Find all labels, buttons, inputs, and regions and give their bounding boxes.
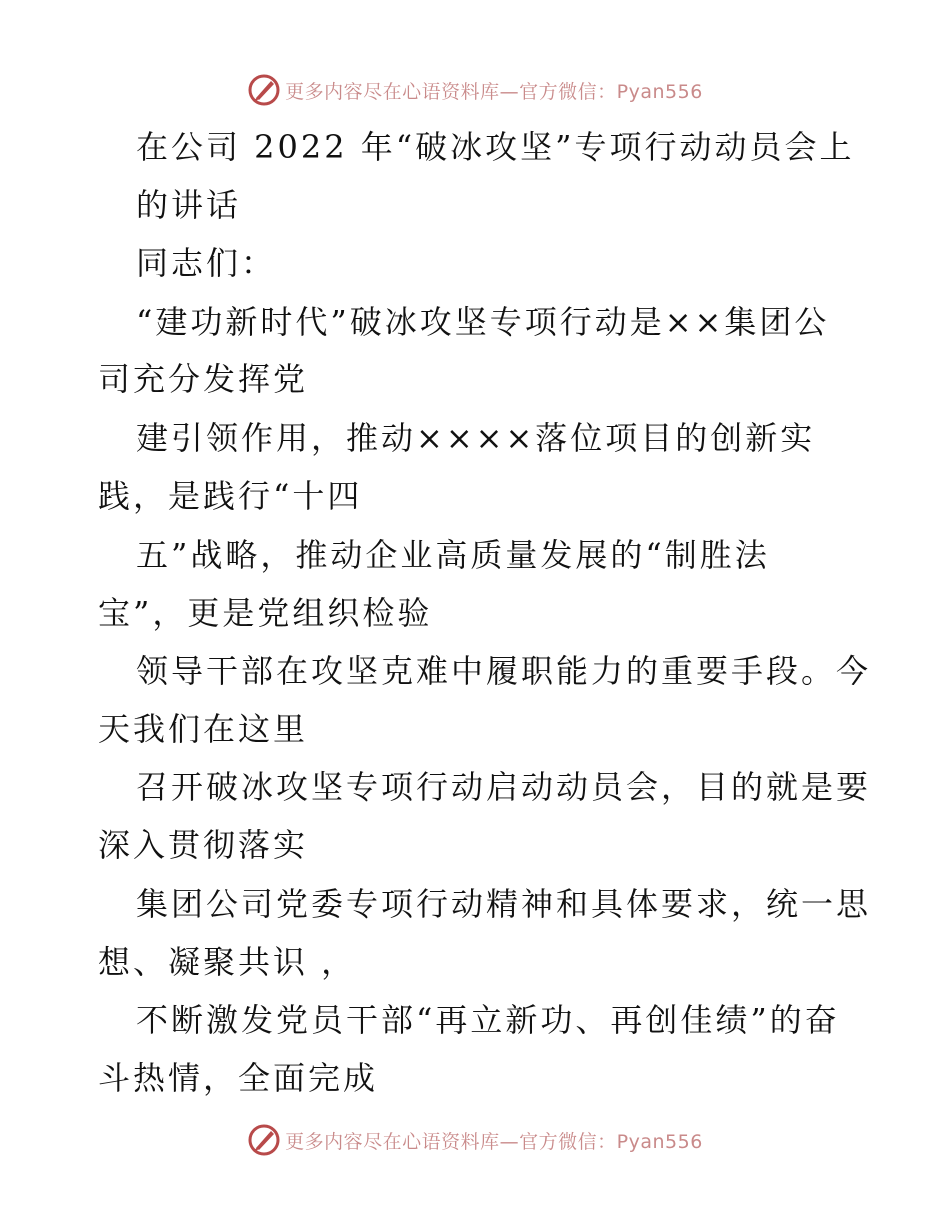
title-line-2: 的讲话 <box>136 186 242 224</box>
body-line: 领导干部在攻坚克难中履职能力的重要手段。今 <box>136 652 872 690</box>
salutation: 同志们： <box>136 244 277 282</box>
body-line: 践，是践行“十四 <box>98 477 363 515</box>
body-line: 不断激发党员干部“再立新功、再创佳绩”的奋 <box>136 1001 840 1039</box>
body-line: 天我们在这里 <box>98 710 309 748</box>
body-line: “建功新时代”破冰攻坚专项行动是××集团公 <box>136 303 830 341</box>
quill-logo-icon <box>247 73 281 107</box>
watermark-text: 更多内容尽在心语资料库—官方微信：Pyan556 <box>285 1130 703 1153</box>
body-line: 想、凝聚共识 ， <box>98 943 357 981</box>
body-line: 宝”，更是党组织检验 <box>98 594 433 632</box>
title-line-1: 在公司 2022 年“破冰攻坚”专项行动动员会上 <box>136 128 855 166</box>
body-line: 集团公司党委专项行动精神和具体要求，统一思 <box>136 885 872 923</box>
footer-watermark <box>0 1120 950 1160</box>
watermark-text: 更多内容尽在心语资料库—官方微信：Pyan556 <box>285 80 703 103</box>
body-line: 深入贯彻落实 <box>98 826 309 864</box>
quill-logo-icon <box>247 1123 281 1157</box>
body-line: 建引领作用，推动××××落位项目的创新实 <box>136 419 816 457</box>
body-line: 五”战略，推动企业高质量发展的“制胜法 <box>136 536 770 574</box>
body-line: 召开破冰攻坚专项行动启动动员会，目的就是要 <box>136 768 872 806</box>
body-line: 司充分发挥党 <box>98 360 309 398</box>
body-line: 斗热情，全面完成 <box>98 1059 379 1097</box>
header-watermark <box>0 70 950 110</box>
